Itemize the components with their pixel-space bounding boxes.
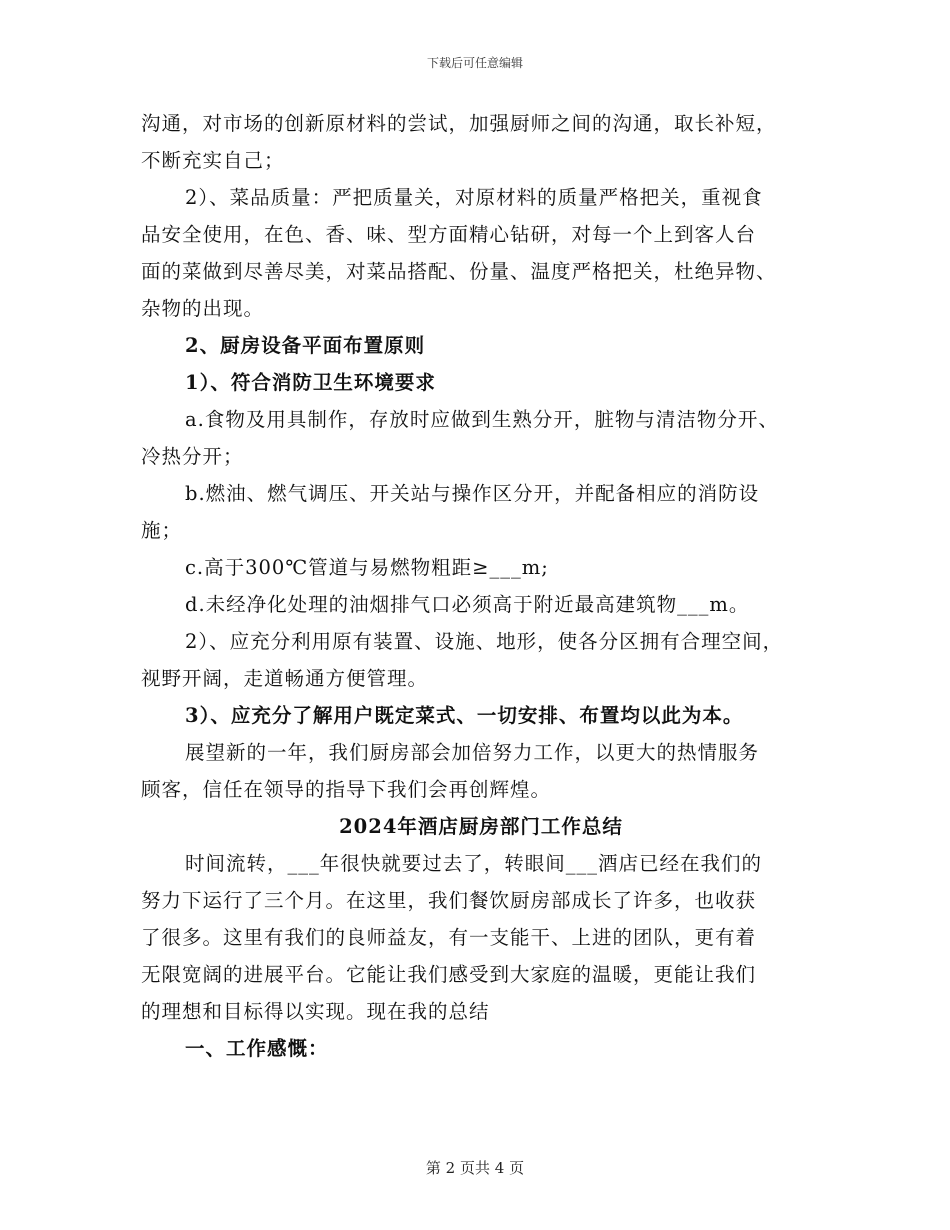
document-title: 2024年酒店厨房部门工作总结 bbox=[339, 815, 623, 838]
paragraph-line: 沟通，对市场的创新原材料的尝试，加强厨师之间的沟通，取长补短， bbox=[141, 112, 777, 135]
paragraph-line: 视野开阔，走道畅通方便管理。 bbox=[141, 667, 429, 690]
subsection-heading: 1）、符合消防卫生环境要求 bbox=[185, 371, 436, 394]
paragraph-line: 冷热分开； bbox=[141, 445, 244, 468]
paragraph-line: 无限宽阔的进展平台。它能让我们感受到大家庭的温暖，更能让我们 bbox=[141, 963, 757, 986]
paragraph-line: 面的菜做到尽善尽美，对菜品搭配、份量、温度严格把关，杜绝异物、 bbox=[141, 260, 777, 283]
paragraph-line: 的理想和目标得以实现。现在我的总结 bbox=[141, 1000, 490, 1023]
paragraph-line: 品安全使用，在色、香、味、型方面精心钻研，对每一个上到客人台 bbox=[141, 223, 757, 246]
paragraph-line: 不断充实自己； bbox=[141, 149, 285, 172]
paragraph-line: 了很多。这里有我们的良师益友，有一支能干、上进的团队，更有着 bbox=[141, 926, 757, 949]
page-number: 第 2 页共 4 页 bbox=[425, 1159, 525, 1177]
paragraph-line: 展望新的一年，我们厨房部会加倍努力工作，以更大的热情服务 bbox=[185, 741, 760, 764]
section-heading: 一、工作感慨： bbox=[185, 1037, 329, 1060]
paragraph-line: 杂物的出现。 bbox=[141, 297, 265, 320]
section-heading: 2、厨房设备平面布置原则 bbox=[185, 334, 426, 357]
paragraph-line: 2）、应充分利用原有装置、设施、地形，使各分区拥有合理空间， bbox=[185, 630, 784, 653]
page-header: 下载后可任意编辑 bbox=[426, 56, 523, 70]
paragraph-line: 努力下运行了三个月。在这里，我们餐饮厨房部成长了许多，也收获 bbox=[141, 889, 757, 912]
paragraph-line: b.燃油、燃气调压、开关站与操作区分开，并配备相应的消防设 bbox=[185, 482, 760, 505]
subsection-heading: 3）、应充分了解用户既定菜式、一切安排、布置均以此为本。 bbox=[185, 704, 744, 727]
paragraph-line: 2）、菜品质量：严把质量关，对原材料的质量严格把关，重视食 bbox=[185, 186, 763, 209]
paragraph-line: 顾客，信任在领导的指导下我们会再创辉煌。 bbox=[141, 778, 552, 801]
paragraph-line: d.未经净化处理的油烟排气口必须高于附近最高建筑物___m。 bbox=[185, 593, 750, 616]
paragraph-line: a.食物及用具制作，存放时应做到生熟分开，脏物与清洁物分开、 bbox=[185, 408, 779, 431]
paragraph-line: c.高于300℃管道与易燃物粗距≥___m; bbox=[185, 556, 549, 579]
paragraph-line: 施； bbox=[141, 519, 183, 542]
document-body bbox=[141, 105, 821, 1067]
paragraph-line: 时间流转，___年很快就要过去了，转眼间___酒店已经在我们的 bbox=[185, 852, 763, 875]
